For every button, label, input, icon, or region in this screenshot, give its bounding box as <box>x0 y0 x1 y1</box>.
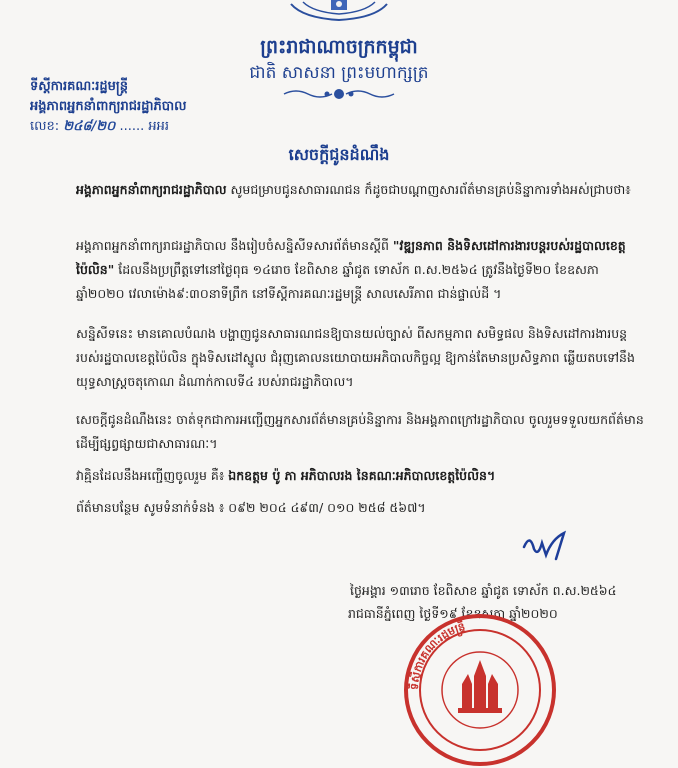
paragraph-invitation: សេចក្តីជូនដំណឹងនេះ ចាត់ទុកជាការអញ្ជើញអ្នកសារព័ត៌មានគ្រប់និន្នាការ និងអង្គភាពក្រៅរដ្ឋាភិបាល ចូលរួមទទួលយកព័ត៌មាន ដើម្បីផ្សព្វផ្សាយជាសាធារណៈ។ <box>76 412 644 451</box>
kingdom-motto: ជាតិ សាសនា ព្រះមហាក្សត្រ <box>249 63 429 83</box>
kingdom-title: ព្រះរាជាណាចក្រកម្ពុជា <box>260 36 418 58</box>
solar-date: រាជធានីភ្នំពេញ ថ្ងៃទី១៩ ខែឧសភា ឆ្នាំ២០២០ <box>348 606 558 621</box>
intro-text: សូមជម្រាបជូនសាធារណជន ក៏ដូចជាបណ្តាញសារព័ត៌មានគ្រប់និន្នាការទាំងអស់ជ្រាបថា៖ <box>226 182 631 197</box>
paragraph-contact: ព័ត៌មានបន្ថែម សូមទំនាក់ទំនង ៖ ០៩២ ២០៤ ៤៩៣/ ០១០ ២៥៨ ៥៦៧។ <box>76 500 426 515</box>
official-seal-icon <box>398 612 562 768</box>
paragraph-announcement <box>76 234 644 306</box>
announcement-end: ដែលនឹងប្រព្រឹត្តទៅនៅថ្ងៃពុធ ១៤រោច ខែពិសាខ ឆ្នាំជូត ទោស័ក ព.ស.២៥៦៤ ត្រូវនឹងថ្ងៃទី២០ ខែឧសភា ឆ្នាំ២០២០ វេលាម៉ោង៩:៣០នាទីព្រឹក នៅទីស្តីការគណៈរដ្ឋមន្ត្រី សាលសេរីភាព ជាន់ផ្ទាល់ដី ។ <box>76 262 599 301</box>
reference-value: ២៤៨/២០ <box>63 119 116 134</box>
paragraph-intro <box>76 178 644 202</box>
page-title: សេចក្តីជូនដំណឹង <box>288 145 390 164</box>
paragraph-speaker <box>76 464 644 488</box>
signature-icon <box>520 525 580 565</box>
ornament-divider-icon <box>282 86 396 102</box>
speaker-label: វាគ្មិនដែលនឹងអញ្ជើញចូលរួម គឺ៖ <box>76 468 229 483</box>
reference-label: លេខ: <box>30 119 60 134</box>
lunar-date: ថ្ងៃអង្គារ ១៣រោច ខែពិសាខ ឆ្នាំជូត ទោស័ក ព.ស.២៥៦៤ <box>350 583 617 598</box>
seal-text: ទីស្តីការគណៈរដ្ឋមន្ត្រី <box>407 619 467 691</box>
announcement-start: អង្គភាពអ្នកនាំពាក្យរាជរដ្ឋាភិបាល នឹងរៀបចំសន្និសីទសារព័ត៌មានស្តីពី <box>76 238 393 253</box>
reference-suffix: ...... អអរ <box>119 119 170 134</box>
ministry-name: ទីស្តីការគណៈរដ្ឋមន្ត្រី <box>30 79 128 94</box>
paragraph-purpose: សន្និសីទនេះ មានគោលបំណង បង្ហាញជូនសាធារណជនឱ្យបានយល់ច្បាស់ ពីសកម្មភាព សមិទ្ធផល និងទិសដៅការងារបន្ត របស់រដ្ឋបាលខេត្តប៉ៃលិន ក្នុងទិសដៅស្នូល ជំរុញគោលនយោបាយអភិបាលកិច្ចល្អ ឱ្យកាន់តែមានប្រសិទ្ធភាព ឆ្លើយតបទៅនឹងយុទ្ធសាស្ត្រចតុកោណ ដំណាក់កាលទី៤ របស់រាជរដ្ឋាភិបាល។ <box>76 326 635 389</box>
announcement-topic: "វឌ្ឍនភាព និងទិសដៅការងារបន្តរបស់រដ្ឋបាលខេត្តប៉ៃលិន" <box>76 238 626 277</box>
speaker-name: ឯកឧត្តម ប៉ូ ភា អភិបាលរង នៃគណៈអភិបាលខេត្តប៉ៃលិន។ <box>228 468 496 483</box>
unit-name: អង្គភាពអ្នកនាំពាក្យរាជរដ្ឋាភិបាល <box>30 99 187 114</box>
intro-bold: អង្គភាពអ្នកនាំពាក្យរាជរដ្ឋាភិបាល <box>76 182 227 197</box>
royal-emblem-icon <box>283 0 395 22</box>
reference-number <box>30 118 169 137</box>
